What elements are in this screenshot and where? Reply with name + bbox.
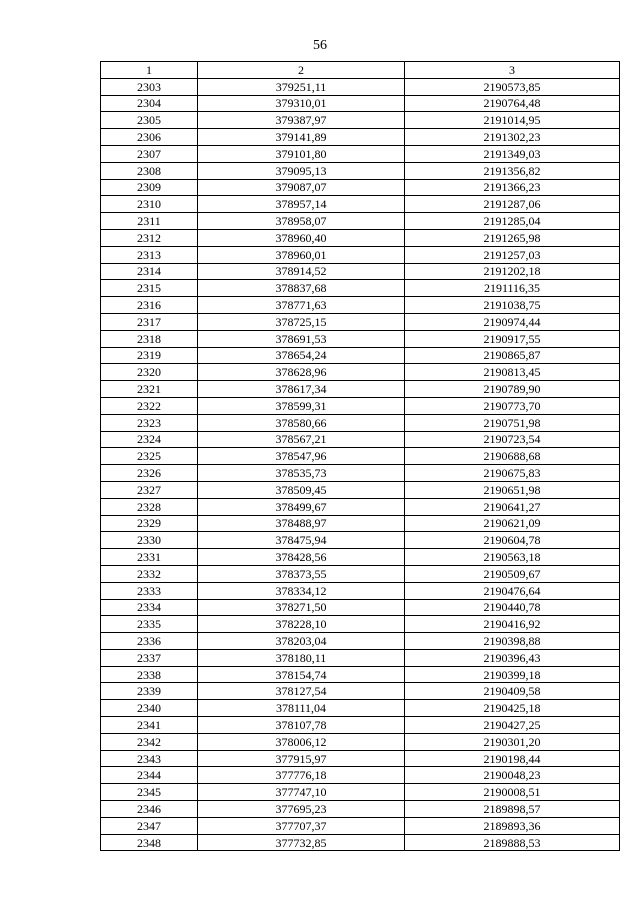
y-coordinate-cell: 2190476,64 bbox=[405, 582, 620, 599]
point-number-cell: 2316 bbox=[101, 297, 198, 314]
y-coordinate-cell: 2189893,36 bbox=[405, 817, 620, 834]
y-coordinate-cell: 2191285,04 bbox=[405, 213, 620, 230]
table-row bbox=[101, 397, 620, 414]
table-row bbox=[101, 532, 620, 549]
point-number-cell: 2323 bbox=[101, 414, 198, 431]
x-coordinate-cell: 378373,55 bbox=[198, 565, 405, 582]
column-header-3: 3 bbox=[405, 62, 620, 79]
column-header-1: 1 bbox=[101, 62, 198, 79]
coordinates-table bbox=[100, 61, 620, 851]
table-row bbox=[101, 767, 620, 784]
point-number-cell: 2322 bbox=[101, 397, 198, 414]
table-row bbox=[101, 414, 620, 431]
x-coordinate-cell: 378127,54 bbox=[198, 683, 405, 700]
table-row bbox=[101, 213, 620, 230]
y-coordinate-cell: 2190409,58 bbox=[405, 683, 620, 700]
table-header bbox=[101, 62, 620, 79]
table-body bbox=[101, 78, 620, 851]
point-number-cell: 2313 bbox=[101, 246, 198, 263]
table-row bbox=[101, 95, 620, 112]
point-number-cell: 2312 bbox=[101, 229, 198, 246]
y-coordinate-cell: 2191038,75 bbox=[405, 297, 620, 314]
x-coordinate-cell: 378509,45 bbox=[198, 481, 405, 498]
y-coordinate-cell: 2190723,54 bbox=[405, 431, 620, 448]
y-coordinate-cell: 2189898,57 bbox=[405, 801, 620, 818]
x-coordinate-cell: 378228,10 bbox=[198, 616, 405, 633]
y-coordinate-cell: 2190675,83 bbox=[405, 465, 620, 482]
x-coordinate-cell: 377747,10 bbox=[198, 784, 405, 801]
table-row bbox=[101, 582, 620, 599]
point-number-cell: 2330 bbox=[101, 532, 198, 549]
table-row bbox=[101, 280, 620, 297]
table-row bbox=[101, 784, 620, 801]
header-row bbox=[101, 62, 620, 79]
x-coordinate-cell: 378691,53 bbox=[198, 330, 405, 347]
table-row bbox=[101, 498, 620, 515]
y-coordinate-cell: 2191356,82 bbox=[405, 162, 620, 179]
point-number-cell: 2324 bbox=[101, 431, 198, 448]
point-number-cell: 2327 bbox=[101, 481, 198, 498]
y-coordinate-cell: 2190789,90 bbox=[405, 381, 620, 398]
y-coordinate-cell: 2190427,25 bbox=[405, 717, 620, 734]
point-number-cell: 2348 bbox=[101, 834, 198, 851]
point-number-cell: 2331 bbox=[101, 549, 198, 566]
y-coordinate-cell: 2191116,35 bbox=[405, 280, 620, 297]
table-row bbox=[101, 565, 620, 582]
y-coordinate-cell: 2190398,88 bbox=[405, 633, 620, 650]
y-coordinate-cell: 2190198,44 bbox=[405, 750, 620, 767]
point-number-cell: 2347 bbox=[101, 817, 198, 834]
y-coordinate-cell: 2190813,45 bbox=[405, 364, 620, 381]
table-row bbox=[101, 666, 620, 683]
y-coordinate-cell: 2190048,23 bbox=[405, 767, 620, 784]
y-coordinate-cell: 2190865,87 bbox=[405, 347, 620, 364]
table-row bbox=[101, 649, 620, 666]
point-number-cell: 2335 bbox=[101, 616, 198, 633]
x-coordinate-cell: 378958,07 bbox=[198, 213, 405, 230]
column-header-2: 2 bbox=[198, 62, 405, 79]
x-coordinate-cell: 378914,52 bbox=[198, 263, 405, 280]
table-row bbox=[101, 129, 620, 146]
table-row bbox=[101, 263, 620, 280]
point-number-cell: 2344 bbox=[101, 767, 198, 784]
y-coordinate-cell: 2191014,95 bbox=[405, 112, 620, 129]
x-coordinate-cell: 378180,11 bbox=[198, 649, 405, 666]
y-coordinate-cell: 2190974,44 bbox=[405, 313, 620, 330]
y-coordinate-cell: 2190301,20 bbox=[405, 733, 620, 750]
point-number-cell: 2340 bbox=[101, 700, 198, 717]
table-row bbox=[101, 330, 620, 347]
point-number-cell: 2325 bbox=[101, 448, 198, 465]
x-coordinate-cell: 379387,97 bbox=[198, 112, 405, 129]
x-coordinate-cell: 378334,12 bbox=[198, 582, 405, 599]
point-number-cell: 2307 bbox=[101, 145, 198, 162]
point-number-cell: 2310 bbox=[101, 196, 198, 213]
point-number-cell: 2346 bbox=[101, 801, 198, 818]
point-number-cell: 2317 bbox=[101, 313, 198, 330]
x-coordinate-cell: 378535,73 bbox=[198, 465, 405, 482]
table-row bbox=[101, 801, 620, 818]
x-coordinate-cell: 378271,50 bbox=[198, 599, 405, 616]
y-coordinate-cell: 2190751,98 bbox=[405, 414, 620, 431]
table-row bbox=[101, 364, 620, 381]
point-number-cell: 2318 bbox=[101, 330, 198, 347]
point-number-cell: 2333 bbox=[101, 582, 198, 599]
x-coordinate-cell: 377732,85 bbox=[198, 834, 405, 851]
point-number-cell: 2334 bbox=[101, 599, 198, 616]
x-coordinate-cell: 378771,63 bbox=[198, 297, 405, 314]
point-number-cell: 2309 bbox=[101, 179, 198, 196]
table-row bbox=[101, 700, 620, 717]
table-row bbox=[101, 431, 620, 448]
table-row bbox=[101, 297, 620, 314]
y-coordinate-cell: 2189888,53 bbox=[405, 834, 620, 851]
x-coordinate-cell: 377707,37 bbox=[198, 817, 405, 834]
y-coordinate-cell: 2190773,70 bbox=[405, 397, 620, 414]
table-row bbox=[101, 145, 620, 162]
point-number-cell: 2336 bbox=[101, 633, 198, 650]
y-coordinate-cell: 2191302,23 bbox=[405, 129, 620, 146]
point-number-cell: 2321 bbox=[101, 381, 198, 398]
table-row bbox=[101, 448, 620, 465]
table-row bbox=[101, 733, 620, 750]
table-row bbox=[101, 179, 620, 196]
y-coordinate-cell: 2190621,09 bbox=[405, 515, 620, 532]
y-coordinate-cell: 2190563,18 bbox=[405, 549, 620, 566]
point-number-cell: 2342 bbox=[101, 733, 198, 750]
table-row bbox=[101, 481, 620, 498]
point-number-cell: 2319 bbox=[101, 347, 198, 364]
x-coordinate-cell: 378725,15 bbox=[198, 313, 405, 330]
table-row bbox=[101, 196, 620, 213]
table-row bbox=[101, 112, 620, 129]
x-coordinate-cell: 379095,13 bbox=[198, 162, 405, 179]
y-coordinate-cell: 2190573,85 bbox=[405, 78, 620, 95]
point-number-cell: 2326 bbox=[101, 465, 198, 482]
point-number-cell: 2311 bbox=[101, 213, 198, 230]
x-coordinate-cell: 378599,31 bbox=[198, 397, 405, 414]
x-coordinate-cell: 378499,67 bbox=[198, 498, 405, 515]
y-coordinate-cell: 2190399,18 bbox=[405, 666, 620, 683]
table-row bbox=[101, 549, 620, 566]
point-number-cell: 2328 bbox=[101, 498, 198, 515]
x-coordinate-cell: 379141,89 bbox=[198, 129, 405, 146]
y-coordinate-cell: 2190396,43 bbox=[405, 649, 620, 666]
table-row bbox=[101, 229, 620, 246]
table-row bbox=[101, 162, 620, 179]
y-coordinate-cell: 2190416,92 bbox=[405, 616, 620, 633]
x-coordinate-cell: 379310,01 bbox=[198, 95, 405, 112]
y-coordinate-cell: 2190008,51 bbox=[405, 784, 620, 801]
table-row bbox=[101, 78, 620, 95]
table-row bbox=[101, 313, 620, 330]
x-coordinate-cell: 378547,96 bbox=[198, 448, 405, 465]
y-coordinate-cell: 2190688,68 bbox=[405, 448, 620, 465]
x-coordinate-cell: 378488,97 bbox=[198, 515, 405, 532]
y-coordinate-cell: 2191366,23 bbox=[405, 179, 620, 196]
x-coordinate-cell: 378428,56 bbox=[198, 549, 405, 566]
table-row bbox=[101, 599, 620, 616]
point-number-cell: 2343 bbox=[101, 750, 198, 767]
table-row bbox=[101, 683, 620, 700]
point-number-cell: 2305 bbox=[101, 112, 198, 129]
table-row bbox=[101, 834, 620, 851]
page-number: 56 bbox=[313, 38, 327, 53]
x-coordinate-cell: 378837,68 bbox=[198, 280, 405, 297]
x-coordinate-cell: 378567,21 bbox=[198, 431, 405, 448]
table-row bbox=[101, 633, 620, 650]
table-row bbox=[101, 381, 620, 398]
x-coordinate-cell: 378154,74 bbox=[198, 666, 405, 683]
y-coordinate-cell: 2191287,06 bbox=[405, 196, 620, 213]
point-number-cell: 2337 bbox=[101, 649, 198, 666]
x-coordinate-cell: 378617,34 bbox=[198, 381, 405, 398]
y-coordinate-cell: 2191265,98 bbox=[405, 229, 620, 246]
point-number-cell: 2345 bbox=[101, 784, 198, 801]
x-coordinate-cell: 377776,18 bbox=[198, 767, 405, 784]
y-coordinate-cell: 2190641,27 bbox=[405, 498, 620, 515]
point-number-cell: 2341 bbox=[101, 717, 198, 734]
x-coordinate-cell: 379251,11 bbox=[198, 78, 405, 95]
y-coordinate-cell: 2190440,78 bbox=[405, 599, 620, 616]
table-row bbox=[101, 347, 620, 364]
x-coordinate-cell: 378580,66 bbox=[198, 414, 405, 431]
y-coordinate-cell: 2190604,78 bbox=[405, 532, 620, 549]
point-number-cell: 2320 bbox=[101, 364, 198, 381]
table-row bbox=[101, 750, 620, 767]
y-coordinate-cell: 2191257,03 bbox=[405, 246, 620, 263]
table-row bbox=[101, 246, 620, 263]
x-coordinate-cell: 379101,80 bbox=[198, 145, 405, 162]
table-row bbox=[101, 616, 620, 633]
x-coordinate-cell: 378654,24 bbox=[198, 347, 405, 364]
y-coordinate-cell: 2190651,98 bbox=[405, 481, 620, 498]
x-coordinate-cell: 378107,78 bbox=[198, 717, 405, 734]
y-coordinate-cell: 2191202,18 bbox=[405, 263, 620, 280]
x-coordinate-cell: 377915,97 bbox=[198, 750, 405, 767]
point-number-cell: 2304 bbox=[101, 95, 198, 112]
y-coordinate-cell: 2190917,55 bbox=[405, 330, 620, 347]
x-coordinate-cell: 377695,23 bbox=[198, 801, 405, 818]
point-number-cell: 2329 bbox=[101, 515, 198, 532]
point-number-cell: 2306 bbox=[101, 129, 198, 146]
x-coordinate-cell: 378475,94 bbox=[198, 532, 405, 549]
point-number-cell: 2303 bbox=[101, 78, 198, 95]
y-coordinate-cell: 2191349,03 bbox=[405, 145, 620, 162]
y-coordinate-cell: 2190764,48 bbox=[405, 95, 620, 112]
y-coordinate-cell: 2190425,18 bbox=[405, 700, 620, 717]
x-coordinate-cell: 378960,01 bbox=[198, 246, 405, 263]
y-coordinate-cell: 2190509,67 bbox=[405, 565, 620, 582]
point-number-cell: 2332 bbox=[101, 565, 198, 582]
x-coordinate-cell: 378006,12 bbox=[198, 733, 405, 750]
x-coordinate-cell: 378960,40 bbox=[198, 229, 405, 246]
point-number-cell: 2338 bbox=[101, 666, 198, 683]
point-number-cell: 2314 bbox=[101, 263, 198, 280]
table-row bbox=[101, 817, 620, 834]
x-coordinate-cell: 378628,96 bbox=[198, 364, 405, 381]
point-number-cell: 2315 bbox=[101, 280, 198, 297]
table-row bbox=[101, 515, 620, 532]
table-row bbox=[101, 717, 620, 734]
x-coordinate-cell: 378111,04 bbox=[198, 700, 405, 717]
x-coordinate-cell: 378957,14 bbox=[198, 196, 405, 213]
table-row bbox=[101, 465, 620, 482]
point-number-cell: 2308 bbox=[101, 162, 198, 179]
x-coordinate-cell: 378203,04 bbox=[198, 633, 405, 650]
x-coordinate-cell: 379087,07 bbox=[198, 179, 405, 196]
point-number-cell: 2339 bbox=[101, 683, 198, 700]
